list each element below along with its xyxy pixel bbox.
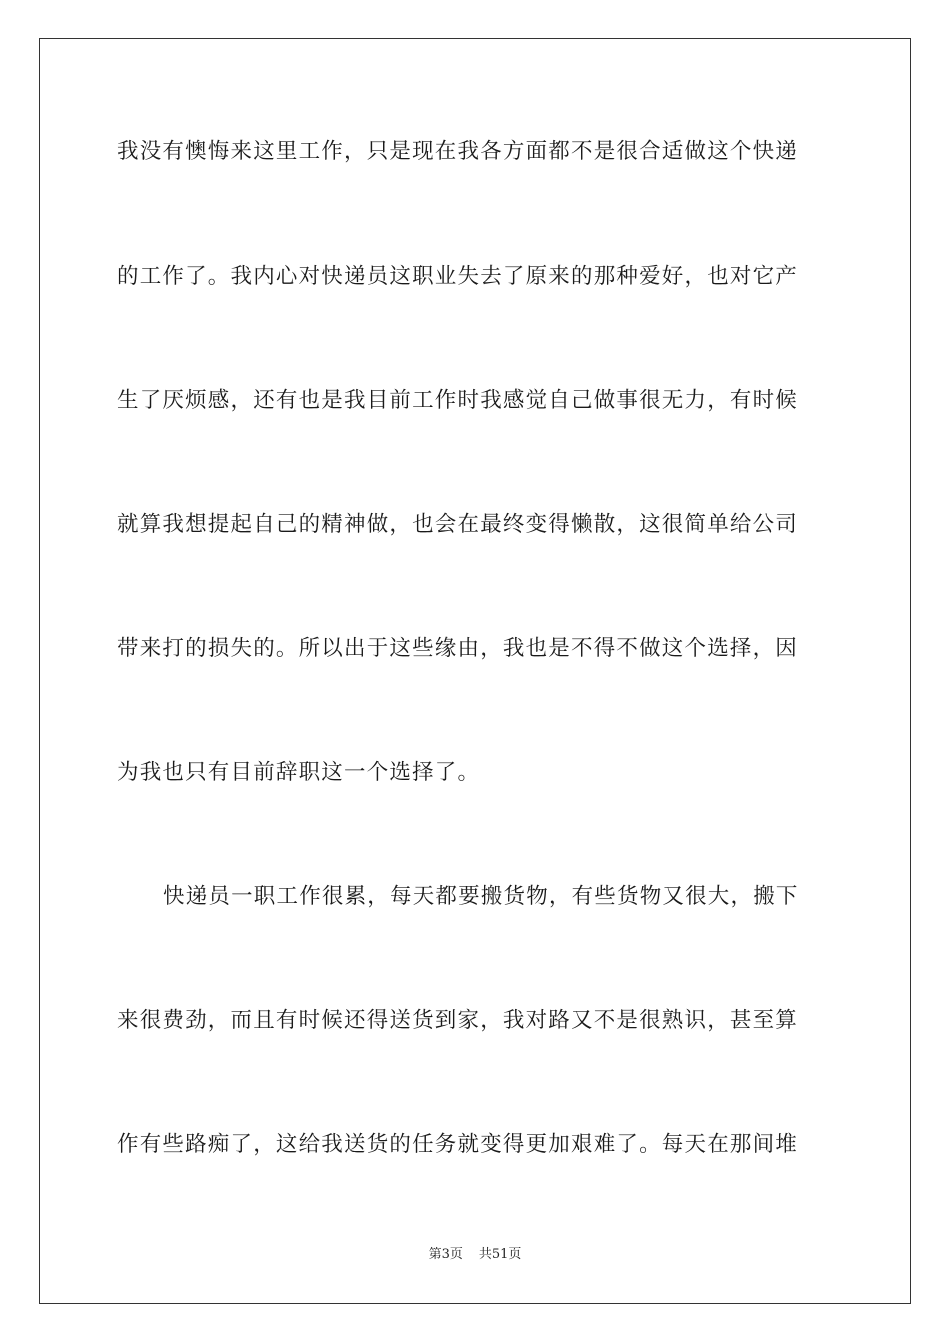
- paragraph-line: 作有些路痴了，这给我送货的任务就变得更加艰难了。每天在那间堆: [117, 1132, 799, 1157]
- paragraph-line: 带来打的损失的。所以出于这些缘由，我也是不得不做这个选择，因: [117, 636, 799, 661]
- paragraph-line: 的工作了。我内心对快递员这职业失去了原来的那种爱好，也对它产: [117, 264, 799, 289]
- paragraph-line: 来很费劲，而且有时候还得送货到家，我对路又不是很熟识，甚至算: [117, 1008, 799, 1033]
- paragraph-line: 就算我想提起自己的精神做，也会在最终变得懒散，这很简单给公司: [117, 512, 799, 537]
- page-number: 第3页: [428, 1247, 463, 1262]
- paragraph-line: 生了厌烦感，还有也是我目前工作时我感觉自己做事很无力，有时候: [117, 388, 799, 413]
- total-pages: 共51页: [478, 1247, 522, 1262]
- page-footer: [0, 1246, 950, 1264]
- paragraph-line: 我没有懊悔来这里工作，只是现在我各方面都不是很合适做这个快递: [117, 139, 799, 164]
- paragraph-line: 为我也只有目前辞职这一个选择了。: [117, 760, 481, 785]
- paragraph-line-indented: 快递员一职工作很累，每天都要搬货物，有些货物又很大，搬下: [163, 884, 799, 909]
- page-border: [39, 38, 911, 1304]
